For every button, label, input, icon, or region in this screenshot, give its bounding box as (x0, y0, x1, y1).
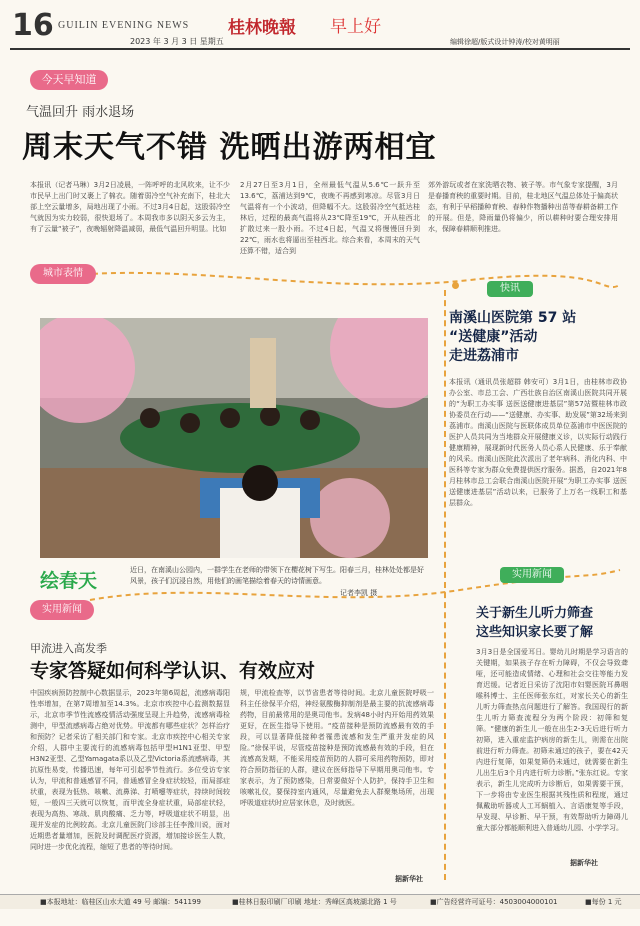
section-tag-practical-1: 实用新闻 (30, 600, 94, 620)
flash-body: 本报讯（通讯员张超群 韩安可）3月1日，由桂林市政协办公室、市总工会、广西壮族自治区南溪山医院共同开展的“为职工办实事 送医送健康进基层”第57站暨桂林市政协委员在行动——“送健康、办实事、助发展”第32场来到荔浦市。南溪山医院与医联体成员单位荔浦市中医医院的医护人员共同为当地群众开展健康义诊，以实际行动践行健康精神，展现新时代医务人员心系人民健康、乐于奉献的风采。南溪山医院此次派出了老年病科、消化内科、中医科等专家为群众免费提供医疗服务。据悉，自2021年8月桂林市总工会联合南溪山医院开展“为职工办实事 送医送健康进基层”活动以来，已服务了上万名一线职工和基层群众。 (449, 378, 627, 507)
editors-line: 编辑徐超/版式设计钟涛/校对黄明丽 (450, 38, 560, 46)
lead-kicker: 气温回升 雨水退场 (26, 105, 135, 120)
footer-print: ■桂林日报印刷厂印刷 地址：秀峰区高坡湖北路 1 号 (232, 898, 397, 906)
issue-date: 2023 年 3 月 3 日 星期五 (130, 37, 224, 46)
sketching-students-photo (40, 318, 428, 558)
hearing-title (476, 604, 636, 642)
photo-title: 绘春天 (40, 570, 98, 592)
flu-credit: 据新华社 (395, 875, 423, 883)
section-tag-flash: 快讯 (487, 281, 533, 297)
hearing-title-line-1: 关于新生儿听力筛查 (476, 606, 594, 621)
flash-title-line-3: 走进荔浦市 (449, 348, 519, 364)
flu-column-1: 中国疾病预防控制中心数据显示，2023年第6周起，流感病毒阳性率增加，在第7周增加至14.3%。北京市疾控中心监测数据显示，北京市季节性流感疫情活动强度呈现上升趋势，流感病毒检测中，甲型流感病毒占绝对优势。甲流都有哪些症状？怎样治疗和预防？记者采访了相关部门和专家。北京市疾控中心相关专家介绍，人群中主要流行的流感病毒包括甲型H1N1亚型、甲型H3N2亚型、乙型Yamagata系以及乙型Victoria系流感病毒，其抗原性易变，传播迅速，每年可引起季节性流行。多位受访专家认为，甲流和普通感冒不同，普通感冒全身症状较轻，而局部症状重，表现为低热、咳嗽、流鼻涕、打喷嚏等症状，持续时间较短，一般四三天就可以恢复，而甲流全身症状重，局部症状轻，表现为高热、寒战、肌肉酸痛、乏力等，呼吸道症状不明显，出现并发症的比例较高。北京儿童医院门诊部主任李豫川说，面对近期患者量增加，医院及时调配医疗资源，增加接诊医生人数，同时进一步优化流程，缩短了患者的等待时间。 (30, 689, 230, 851)
flash-title-line-2: “送健康”活动 (449, 329, 538, 345)
header-rule (10, 48, 630, 50)
page-footer (0, 894, 640, 909)
footer-license: ■广告经营许可证号：4503004000101 (430, 898, 558, 906)
hearing-credit: 据新华社 (570, 859, 598, 867)
photo-credit: 记者李凯 摄 (340, 589, 378, 597)
flu-headline: 专家答疑如何科学认识、有效应对 (30, 660, 316, 682)
hearing-body: 3月3日是全国爱耳日。婴幼儿时期是学习语言的关键期，如果孩子存在听力障碍，不仅会导致聋哑，还可能造成情绪、心理和社会交往等能力发育迟缓。记者近日采访了沈阳市妇婴医院耳鼻咽喉科博士、主任医师张东红，对家长关心的新生儿听力筛查热点问题进行了解答。我国现行的新生儿听力筛查流程分为两个阶段：初筛和复筛。“健康的新生儿一般在出生2-3天后进行听力初筛，进入重症监护病房的新生儿，则需在出院前进行听力筛查。初筛未通过的孩子，要在42天内进行复筛，如果复筛仍未通过，就需要在新生儿出生后3个月内进行听力诊断。”张东红说。专家表示，新生儿完成听力诊断后，如果需要干预，下一步将由专业医生根据其残性质和程度，通过佩戴助听器或人工耳蜗植入、言语康复等手段，早发现、早诊断、早干预，有效帮助听力障碍儿童大部分都能顺利进入普通幼儿园、小学学习。 (476, 648, 628, 832)
footer-price: ■每份 1 元 (585, 898, 622, 906)
lead-column-1: 本报讯（记者马琳）3月2日凌晨，一阵呼呼的北风吹来，让不少市民早上出门时又裹上了棉衣。随着弱冷空气补充南下，桂北大部上空云量增多，局地出现了小雨。不过3月4日起，这股弱冷空气就因为实力较弱，很快退场了。本周我市多以阴天多云为主，有了云量“被子”，夜晚辐射降温减弱，最低气温回升明显。比如 (30, 181, 230, 233)
lead-column-3: 郊外游玩或者在家洗晒衣物、被子等。市气象专家提醒，3月是春播育秧的重要时期。目前，桂北地区气温总体处于偏高状态，有利于早稻播种育秧、春种作物播种出苗等春耕备耕工作的开展。但是，降雨量仍将偏少，所以耕种时要合理安排用水，保障春耕顺利推进。 (428, 181, 618, 233)
connector-dot (452, 282, 459, 289)
lead-headline: 周末天气不错 洗晒出游两相宜 (22, 130, 437, 165)
lead-column-2: 2月27日至3月1日，全州最低气温从5.6℃一跃升至13.6℃，荔浦达到9℃，夜晚不再感到寒凉。尽管3月日气温将有一个小波动，但降幅不大。这股弱冷空气抵达桂林后，过程的最高气温将从23℃降至19℃，开从桂西北扩散过来一股小雨。不过4日起，气温又将慢慢回升到22℃，雨水也将逼出至桂西北。综合来看，本周末的天气还算不错，适合到 (240, 181, 420, 255)
section-tag-practical-2: 实用新闻 (500, 567, 564, 583)
flash-title-line-1: 南溪山医院第 57 站 (449, 310, 577, 326)
flu-kicker: 甲流进入高发季 (30, 642, 107, 655)
dashed-divider-right (444, 290, 446, 880)
footer-address: ■本报地址：临桂区山水大道 49 号 邮编：541199 (40, 898, 201, 906)
brand-logo: 桂林晚報 (228, 18, 296, 38)
section-name: 早上好 (330, 17, 381, 37)
section-tag-city: 城市表情 (30, 264, 96, 284)
dashed-connector-top (0, 255, 640, 315)
photo-caption: 近日，在南溪山公园内，一群学生在老师的带领下在樱花树下写生。阳春三月，桂林处处都是好风景，孩子们沉浸自然，用他们的画笔描绘着春天的诗情画意。 (130, 566, 424, 585)
flu-column-2: 规，甲流检查等，以节省患者等待时间。北京儿童医院呼吸一科主任徐保平介绍，神经氨酸酶抑制剂是最主要的抗流感病毒药物，目前最常用的是奥司他韦。发病48小时内开始用药效果更好，在医生指导下使用。“疫苗接种是预防流感最有效的手段，可以显著降低接种者罹患流感和发生严重并发症的风险。”徐保平说，尽管疫苗接种是预防流感最有效的手段，但在流感高发期，不能采用疫苗预防的人群可采用药物预防，即对符合预防指征的人群，建议在医师指导下早期用奥司他韦。专家表示，为了预防感染，日常要做好个人防护，保持手卫生和咳嗽礼仪，要保持室内通风，尽量避免去人群聚集场所，出现呼吸道症状时应居家休息，及时就医。 (240, 689, 434, 807)
hearing-title-line-2: 这些知识家长要了解 (476, 625, 594, 640)
paper-name-english: GUILIN EVENING NEWS (58, 20, 190, 31)
section-tag-today: 今天早知道 (30, 70, 108, 90)
flash-title (449, 309, 629, 366)
page-number: 16 (12, 8, 54, 43)
